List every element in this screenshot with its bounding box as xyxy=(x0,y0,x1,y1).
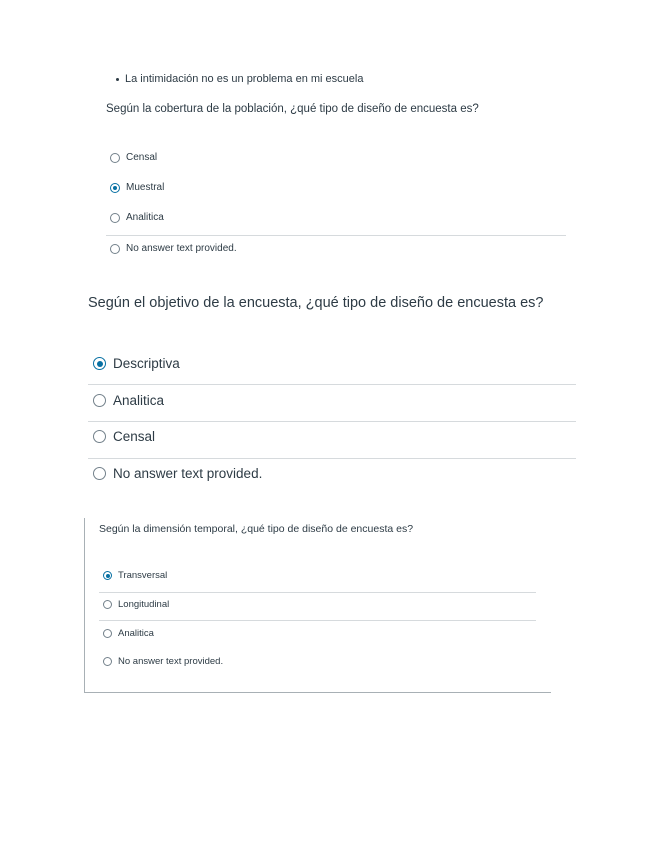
radio-checked-icon[interactable] xyxy=(110,183,120,193)
q2-option-censal[interactable] xyxy=(93,429,155,444)
q1-option-muestral[interactable] xyxy=(110,182,164,193)
q3-option-label: Analitica xyxy=(118,628,154,639)
q1-option-no-answer[interactable] xyxy=(110,243,237,254)
q3-option-label: Longitudinal xyxy=(118,599,170,610)
q3-option-label: No answer text provided. xyxy=(118,656,224,667)
q2-option-label: Descriptiva xyxy=(113,356,180,371)
q3-option-transversal[interactable] xyxy=(103,570,167,581)
radio-unchecked-icon[interactable] xyxy=(93,467,106,480)
bullet-item xyxy=(116,73,363,85)
question-3-text: Según la dimensión temporal, ¿qué tipo de diseño de encuesta es? xyxy=(99,523,414,535)
radio-unchecked-icon[interactable] xyxy=(103,657,112,666)
question-1-text: Según la cobertura de la población, ¿qué tipo de diseño de encuesta es? xyxy=(106,103,479,115)
divider xyxy=(99,620,536,621)
q1-option-label: Muestral xyxy=(126,182,165,193)
question-2-text: Según el objetivo de la encuesta, ¿qué tipo de diseño de encuesta es? xyxy=(88,295,544,311)
radio-checked-icon[interactable] xyxy=(103,571,112,580)
radio-unchecked-icon[interactable] xyxy=(110,153,120,163)
q3-option-analitica[interactable] xyxy=(103,628,154,639)
bullet-text: La intimidación no es un problema en mi escuela xyxy=(125,73,364,85)
radio-unchecked-icon[interactable] xyxy=(110,244,120,254)
q1-option-label: Censal xyxy=(126,152,158,163)
radio-unchecked-icon[interactable] xyxy=(103,600,112,609)
q2-option-no-answer[interactable] xyxy=(93,466,262,481)
q3-option-label: Transversal xyxy=(118,570,168,581)
q3-option-no-answer[interactable] xyxy=(103,656,223,667)
radio-unchecked-icon[interactable] xyxy=(93,430,106,443)
radio-checked-icon[interactable] xyxy=(93,357,106,370)
q3-option-longitudinal[interactable] xyxy=(103,599,169,610)
q1-option-label: Analitica xyxy=(126,212,164,223)
divider xyxy=(88,384,576,385)
bullet-dot-icon xyxy=(116,78,119,81)
q2-option-label: Analitica xyxy=(113,393,165,408)
divider xyxy=(88,458,576,459)
divider xyxy=(106,235,566,236)
q2-option-label: No answer text provided. xyxy=(113,466,263,481)
question-frame-left-border xyxy=(84,518,85,693)
radio-unchecked-icon[interactable] xyxy=(110,213,120,223)
question-frame-bottom-border xyxy=(84,692,551,693)
q1-option-analitica[interactable] xyxy=(110,212,164,223)
q2-option-label: Censal xyxy=(113,429,156,444)
divider xyxy=(99,592,536,593)
divider xyxy=(88,421,576,422)
q1-option-label: No answer text provided. xyxy=(126,243,237,254)
radio-unchecked-icon[interactable] xyxy=(103,629,112,638)
q2-option-analitica[interactable] xyxy=(93,393,164,408)
radio-unchecked-icon[interactable] xyxy=(93,394,106,407)
q1-option-censal[interactable] xyxy=(110,152,157,163)
q2-option-descriptiva[interactable] xyxy=(93,356,180,371)
